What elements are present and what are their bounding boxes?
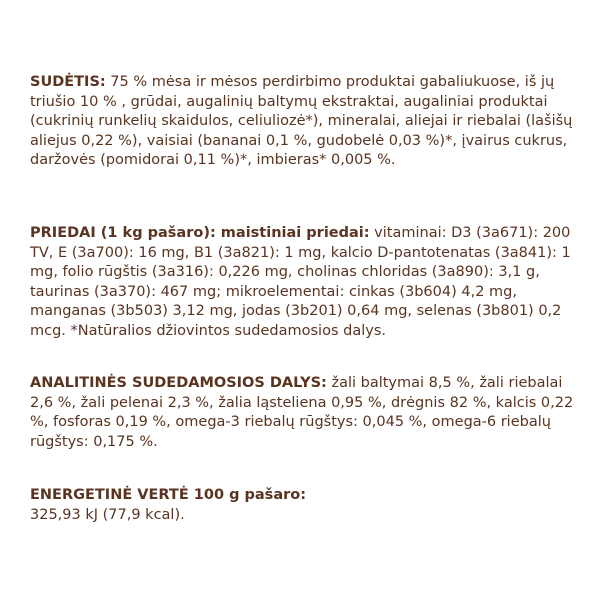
ingredients-heading: SUDĖTIS: [30,74,106,90]
ingredients-text: 75 % mėsa ir mėsos perdirbimo produktai gabaliukuose, iš jų triušio 10 % , grūdai, augalinių baltymų ekstraktai, augaliniai produktai (cukrinių runkelių skaidulos, celiuliozė*), mineralai, aliejai ir riebalai (lašišų aliejus 0,22 %), vaisiai (bananai 0,1 %, gudobelė 0,03 %)*, įvairus cukrus, daržovės (pomidorai 0,11 %)*, imbieras* 0,005 %. [30,74,573,168]
additives-section [30,224,578,341]
additives-heading: PRIEDAI (1 kg pašaro): [30,225,216,241]
energy-heading: ENERGETINĖ VERTĖ 100 g pašaro: [30,487,307,503]
energy-text: 325,93 kJ (77,9 kcal). [30,506,185,523]
additives-subheading: maistiniai priedai: [215,225,370,241]
energy-section [30,486,578,525]
analytical-heading: ANALITINĖS SUDEDAMOSIOS DALYS: [30,375,327,391]
ingredients-section [30,73,578,171]
additives-text: vitaminai: D3 (3a671): 200 TV, E (3a700): 16 mg, B1 (3a821): 1 mg, kalcio D-pantotenatas (3a841): 1 mg, folio rūgštis (3a316): 0,226 mg, cholinas chloridas (3a890): 3,1 g, taurinas (3a370): 467 mg; mikroelementai: cinkas (3b604) 4,2 mg, manganas (3b503) 3,12 mg, jodas (3b201) 0,64 mg, selenas (3b801) 0,2 mcg. *Natūralios džiovintos sudedamosios dalys. [30,225,571,339]
analytical-text: žali baltymai 8,5 %, žali riebalai 2,6 %, žali pelenai 2,3 %, žalia ląsteliena 0,95 %, drėgnis 82 %, kalcis 0,22 %, fosforas 0,19 %, omega-3 riebalų rūgštys: 0,045 %, omega-6 riebalų rūgštys: 0,175 %. [30,375,574,450]
analytical-section [30,374,578,452]
